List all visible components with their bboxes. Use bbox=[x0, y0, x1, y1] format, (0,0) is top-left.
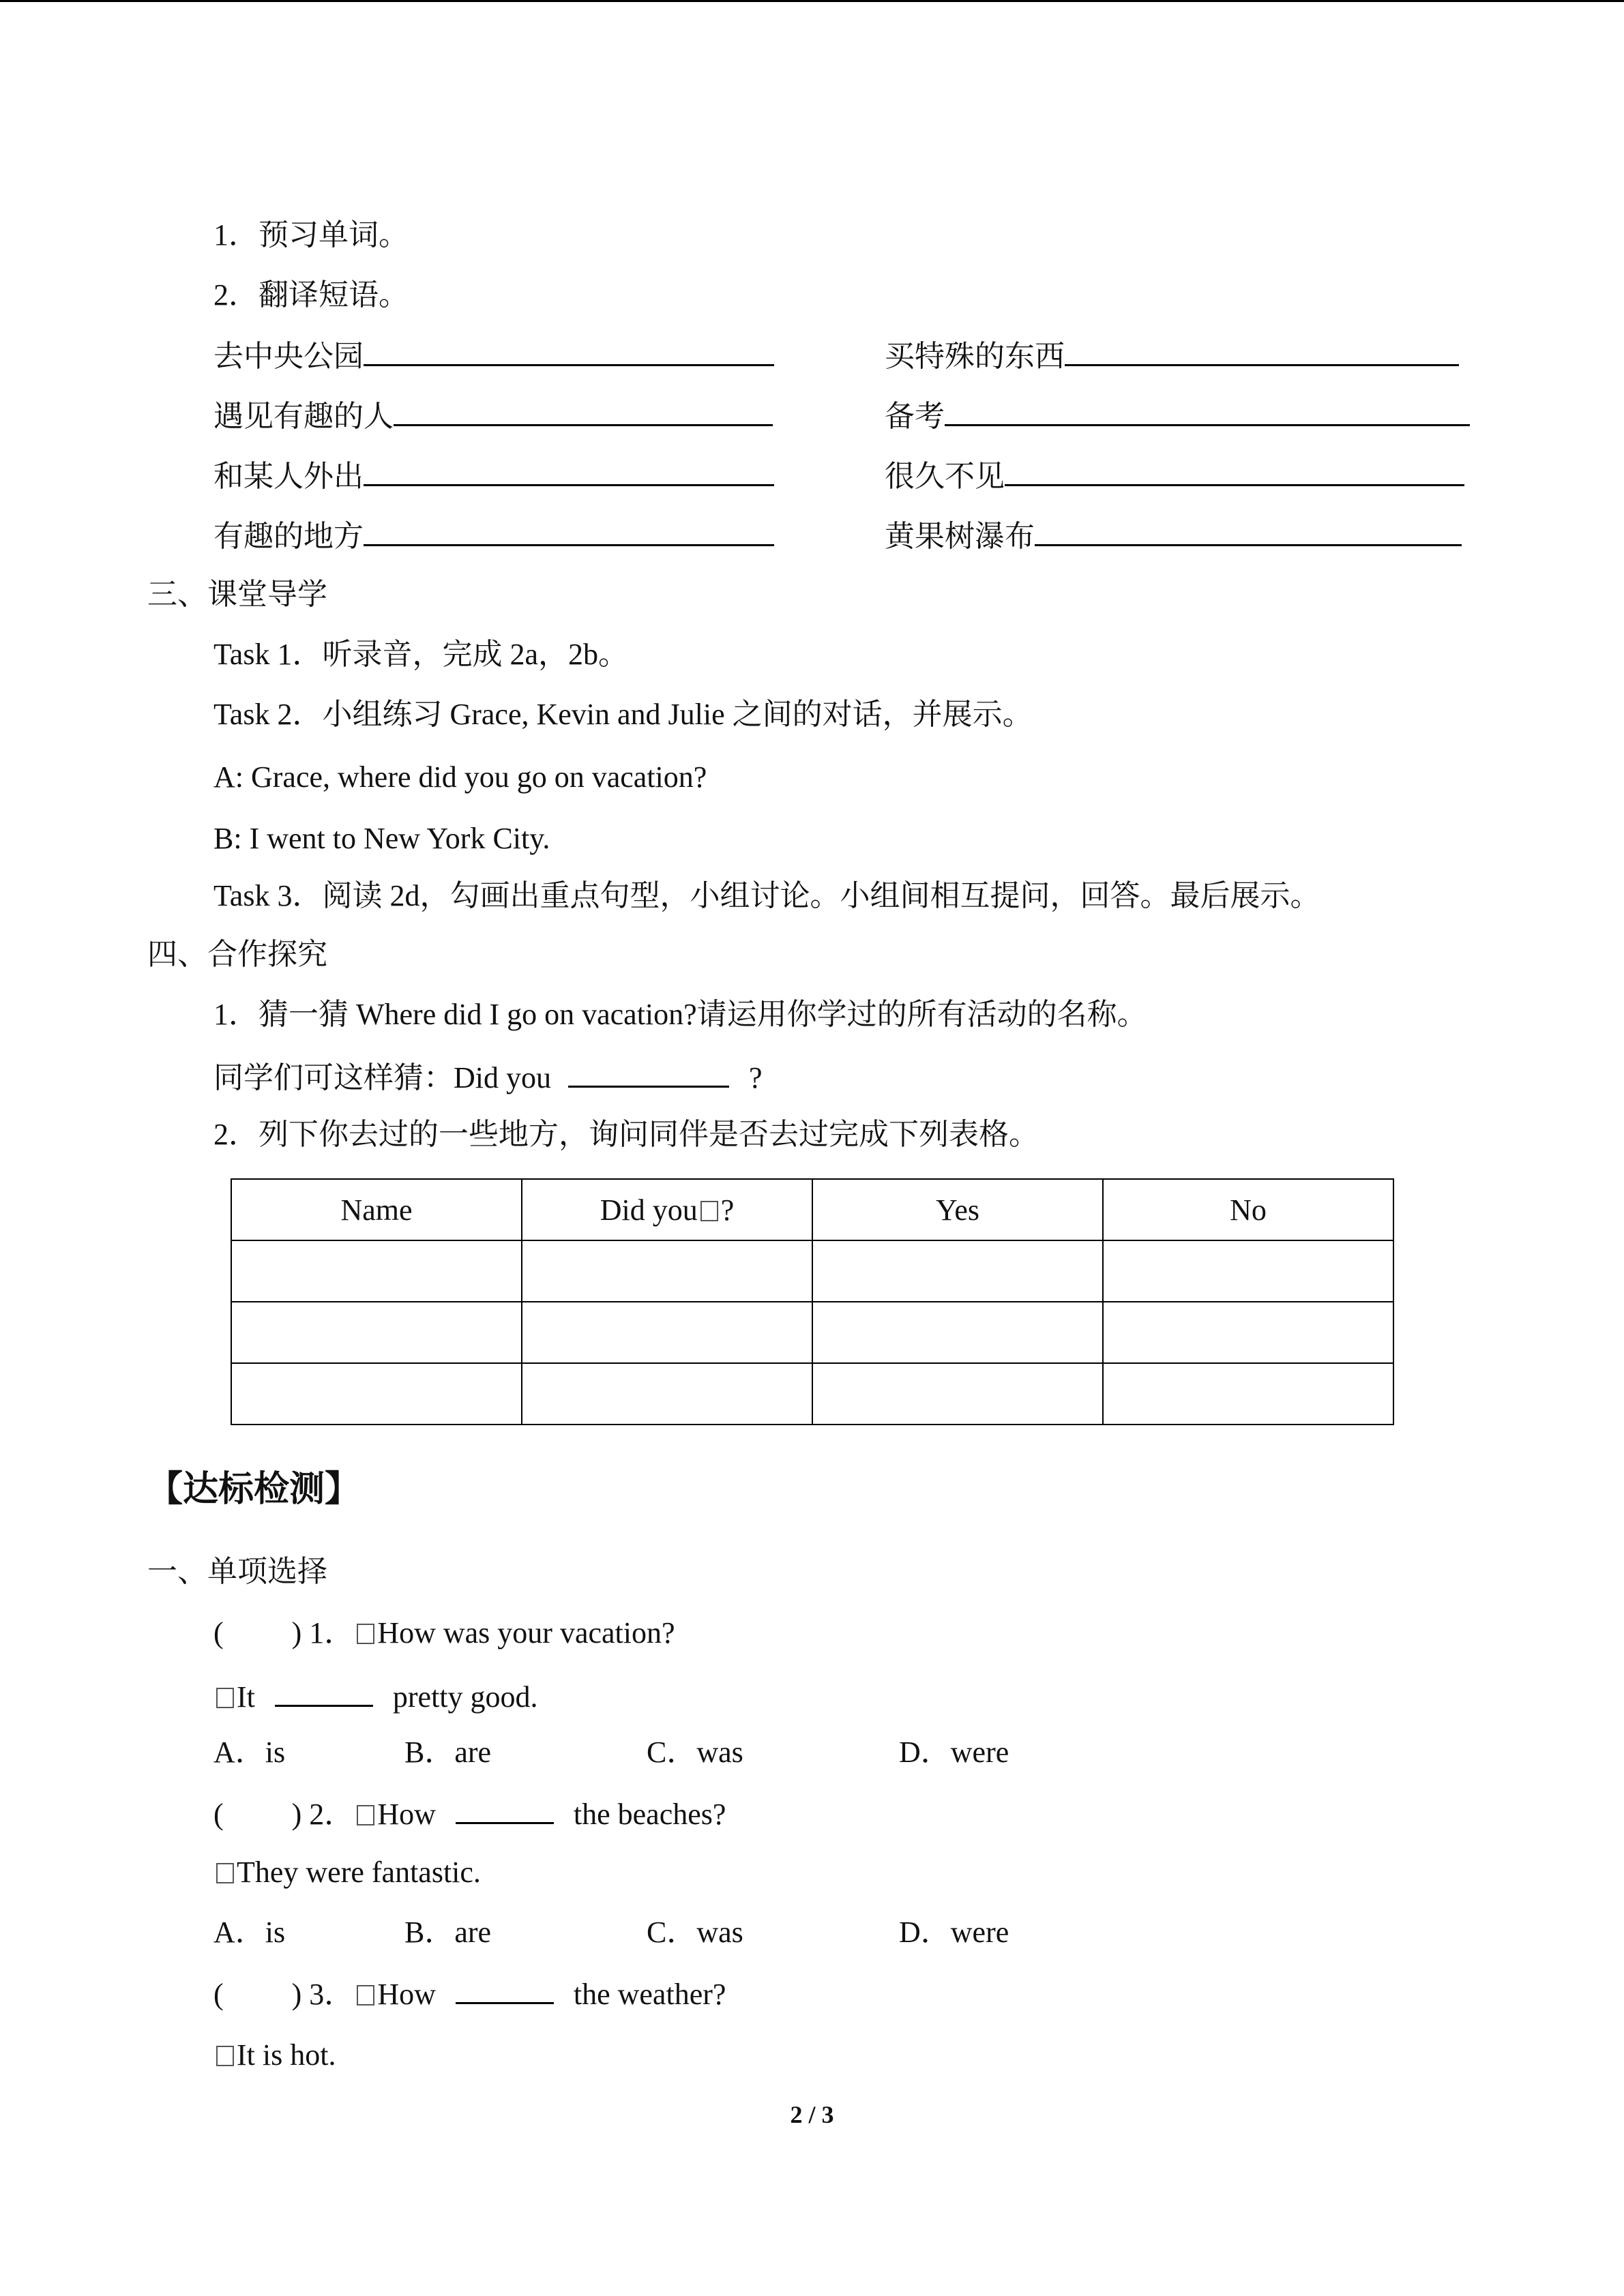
answer-text-b: pretty good. bbox=[392, 1680, 538, 1714]
paren-open: ( bbox=[213, 1978, 224, 2011]
phrase-label: 很久不见 bbox=[885, 460, 1005, 493]
table-cell[interactable] bbox=[231, 1363, 522, 1425]
header-did-you-text: Did you bbox=[600, 1193, 698, 1227]
phrase-row bbox=[213, 334, 774, 377]
answer-text: It is hot. bbox=[237, 2038, 336, 2072]
table-cell[interactable] bbox=[231, 1302, 522, 1363]
answer-blank[interactable] bbox=[364, 454, 774, 486]
blank-box-icon bbox=[700, 1201, 718, 1221]
table-cell[interactable] bbox=[522, 1302, 812, 1363]
question-number: ) 1． bbox=[291, 1616, 355, 1650]
check-heading: 【达标检测】 bbox=[147, 1470, 361, 1509]
answer-blank[interactable] bbox=[1065, 334, 1459, 366]
guess-item-1: 1．猜一猜 Where did I go on vacation?请运用你学过的所有活动的名称。 bbox=[213, 998, 1147, 1031]
table-header-row bbox=[231, 1179, 1393, 1240]
phrase-label: 有趣的地方 bbox=[213, 520, 364, 553]
section-4-title: 四、合作探究 bbox=[147, 938, 327, 971]
top-border bbox=[0, 0, 1624, 2]
question-number: ) 3． bbox=[291, 1978, 355, 2011]
answer-blank[interactable] bbox=[1005, 454, 1464, 486]
answer-blank[interactable] bbox=[394, 394, 773, 426]
table-cell[interactable] bbox=[231, 1240, 522, 1302]
guess-sentence bbox=[213, 1056, 763, 1099]
table-cell[interactable] bbox=[812, 1302, 1103, 1363]
answer-blank[interactable] bbox=[364, 514, 774, 546]
answer-text: They were fantastic. bbox=[237, 1855, 481, 1889]
question-text: How was your vacation? bbox=[377, 1616, 675, 1650]
answer-text-a: It bbox=[237, 1680, 255, 1714]
blank-box-icon bbox=[357, 1624, 374, 1644]
question-text-a: How bbox=[377, 1798, 436, 1831]
phrase-label: 去中央公园 bbox=[213, 340, 364, 373]
prep-item-2: 2．翻译短语。 bbox=[213, 278, 409, 312]
question-number: ) 2． bbox=[291, 1798, 355, 1831]
table-cell[interactable] bbox=[522, 1240, 812, 1302]
question-text-a: How bbox=[377, 1978, 436, 2011]
option-a: A．is bbox=[213, 1915, 286, 1949]
option-a: A．is bbox=[213, 1735, 286, 1769]
blank-box-icon bbox=[216, 2046, 234, 2066]
header-yes: Yes bbox=[812, 1179, 1103, 1240]
option-b: B．are bbox=[404, 1915, 492, 1949]
subsection-1-title: 一、单项选择 bbox=[147, 1555, 327, 1588]
question-text-b: the weather? bbox=[573, 1978, 726, 2011]
phrase-row bbox=[885, 394, 1470, 437]
task-2: Task 2．小组练习 Grace, Kevin and Julie 之间的对话，并展示。 bbox=[213, 698, 1033, 731]
paren-open: ( bbox=[213, 1616, 224, 1650]
guess-prefix: 同学们可这样猜：Did you bbox=[213, 1061, 551, 1094]
places-table bbox=[231, 1178, 1394, 1425]
guess-blank[interactable] bbox=[568, 1056, 729, 1088]
table-cell[interactable] bbox=[1103, 1302, 1393, 1363]
phrase-row bbox=[213, 514, 774, 557]
blank-box-icon bbox=[216, 1688, 234, 1708]
phrase-label: 备考 bbox=[885, 400, 945, 433]
answer-2 bbox=[213, 1852, 481, 1893]
question-1 bbox=[213, 1613, 675, 1654]
header-qmark: ? bbox=[720, 1193, 735, 1227]
prep-item-1: 1．预习单词。 bbox=[213, 218, 409, 252]
phrase-row bbox=[885, 454, 1464, 497]
question-3 bbox=[213, 1972, 726, 2015]
phrase-label: 和某人外出 bbox=[213, 460, 364, 493]
table-cell[interactable] bbox=[522, 1363, 812, 1425]
section-3-title: 三、课堂导学 bbox=[147, 578, 327, 611]
header-no: No bbox=[1103, 1179, 1393, 1240]
guess-suffix: ? bbox=[749, 1061, 763, 1094]
table-cell[interactable] bbox=[1103, 1240, 1393, 1302]
table-row bbox=[231, 1240, 1393, 1302]
task-3: Task 3．阅读 2d，勾画出重点句型，小组讨论。小组间相互提问，回答。最后展示。 bbox=[213, 879, 1320, 912]
header-did-you bbox=[522, 1179, 812, 1240]
answer-blank[interactable] bbox=[364, 334, 774, 366]
option-b: B．are bbox=[404, 1735, 492, 1769]
phrase-label: 遇见有趣的人 bbox=[213, 400, 394, 433]
blank-box-icon bbox=[357, 1985, 374, 2006]
answer-blank[interactable] bbox=[456, 1792, 554, 1824]
task-1: Task 1．听录音，完成 2a，2b。 bbox=[213, 638, 628, 671]
table-row bbox=[231, 1363, 1393, 1425]
table-row bbox=[231, 1302, 1393, 1363]
blank-box-icon bbox=[216, 1863, 234, 1883]
table-cell[interactable] bbox=[812, 1240, 1103, 1302]
phrase-row bbox=[213, 394, 773, 437]
answer-blank[interactable] bbox=[456, 1972, 554, 2004]
phrase-row bbox=[213, 454, 774, 497]
dialog-a: A: Grace, where did you go on vacation? bbox=[213, 760, 707, 794]
option-d: D．were bbox=[899, 1915, 1009, 1949]
phrase-label: 买特殊的东西 bbox=[885, 340, 1065, 373]
option-c: C．was bbox=[647, 1735, 743, 1769]
blank-box-icon bbox=[357, 1805, 374, 1825]
table-cell[interactable] bbox=[1103, 1363, 1393, 1425]
answer-3 bbox=[213, 2035, 336, 2076]
option-d: D．were bbox=[899, 1735, 1009, 1769]
phrase-row bbox=[885, 334, 1459, 377]
phrase-label: 黄果树瀑布 bbox=[885, 520, 1035, 553]
table-cell[interactable] bbox=[812, 1363, 1103, 1425]
question-text-b: the beaches? bbox=[573, 1798, 726, 1831]
answer-blank[interactable] bbox=[945, 394, 1470, 426]
paren-open: ( bbox=[213, 1798, 224, 1831]
question-2 bbox=[213, 1792, 726, 1835]
table-item-2: 2．列下你去过的一些地方，询问同伴是否去过完成下列表格。 bbox=[213, 1118, 1039, 1151]
answer-blank[interactable] bbox=[275, 1675, 373, 1707]
answer-1 bbox=[213, 1675, 538, 1718]
page-number: 2 / 3 bbox=[790, 2101, 834, 2128]
header-name: Name bbox=[231, 1179, 522, 1240]
answer-blank[interactable] bbox=[1035, 514, 1462, 546]
option-c: C．was bbox=[647, 1915, 743, 1949]
dialog-b: B: I went to New York City. bbox=[213, 822, 550, 855]
phrase-row bbox=[885, 514, 1462, 557]
